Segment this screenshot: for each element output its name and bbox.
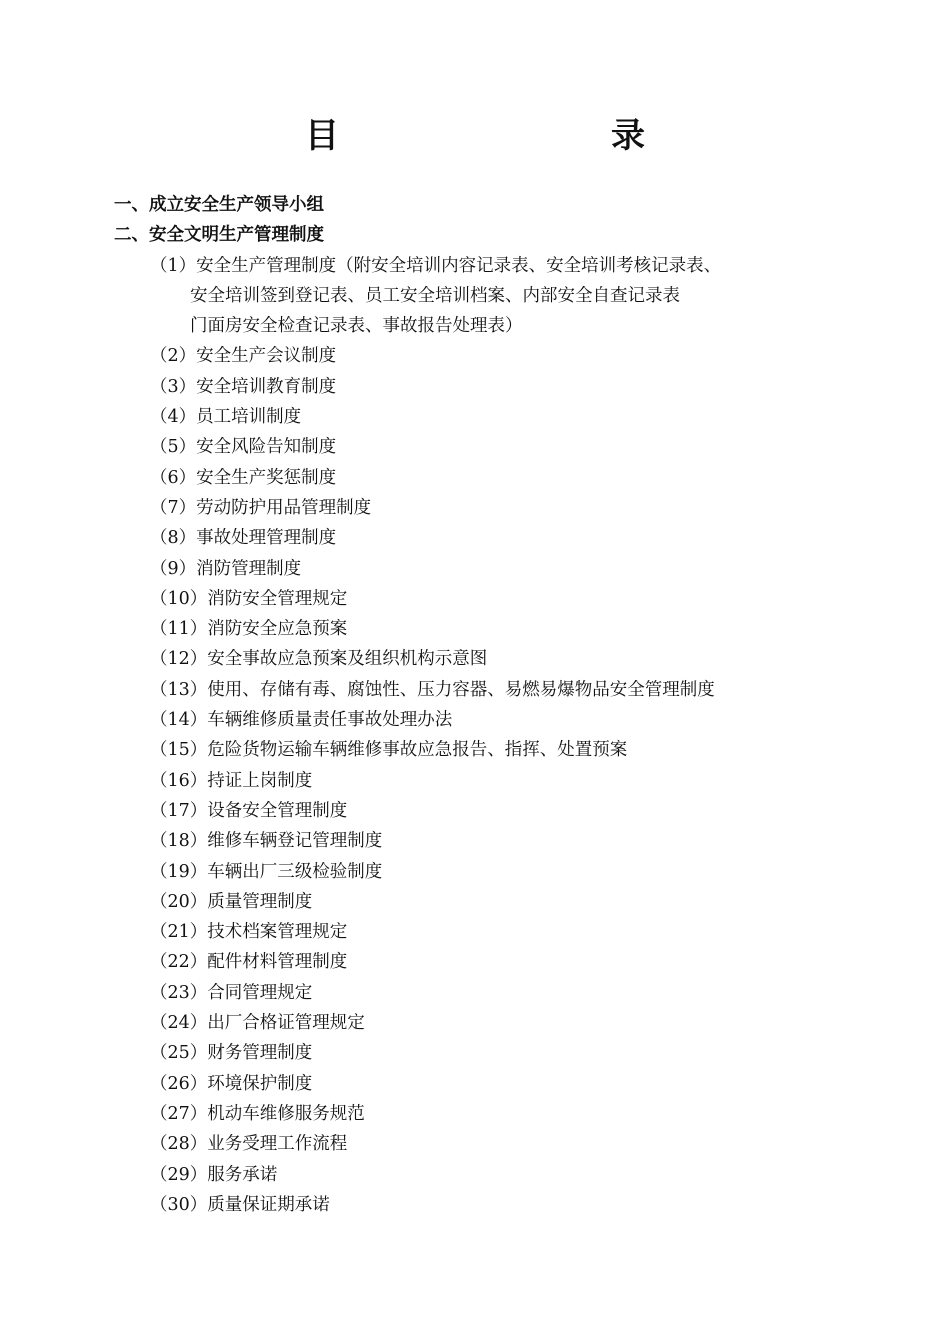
toc-item-21: （21）技术档案管理规定 (150, 922, 348, 943)
toc-item-15: （15）危险货物运输车辆维修事故应急报告、指挥、处置预案 (150, 740, 628, 761)
toc-item-3: （3）安全培训教育制度 (150, 376, 337, 397)
toc-item-9: （9）消防管理制度 (150, 558, 302, 579)
toc-item-8: （8）事故处理管理制度 (150, 528, 337, 549)
toc-item-24: （24）出厂合格证管理规定 (150, 1013, 365, 1034)
toc-item-16: （16）持证上岗制度 (150, 770, 313, 791)
toc-item-2: （2）安全生产会议制度 (150, 346, 337, 367)
toc-item-28: （28）业务受理工作流程 (150, 1134, 348, 1155)
toc-item-30: （30）质量保证期承诺 (150, 1194, 330, 1215)
toc-item-13: （13）使用、存储有毒、腐蚀性、压力容器、易燃易爆物品安全管理制度 (150, 679, 715, 700)
toc-item-26: （26）环境保护制度 (150, 1073, 313, 1094)
toc-item-25: （25）财务管理制度 (150, 1043, 313, 1064)
toc-item-10: （10）消防安全管理规定 (150, 588, 348, 609)
toc-item-12: （12）安全事故应急预案及组织机构示意图 (150, 649, 488, 670)
toc-item-20: （20）质量管理制度 (150, 891, 313, 912)
toc-item-22: （22）配件材料管理制度 (150, 952, 348, 973)
toc-item-1-continued: 门面房安全检查记录表、事故报告处理表） (190, 316, 523, 337)
toc-item-1: （1）安全生产管理制度（附安全培训内容记录表、安全培训考核记录表、 (150, 255, 722, 276)
toc-item-11: （11）消防安全应急预案 (150, 619, 348, 640)
toc-item-5: （5）安全风险告知制度 (150, 437, 337, 458)
toc-item-1-continued: 安全培训签到登记表、员工安全培训档案、内部安全自查记录表 (190, 285, 680, 306)
toc-section-1: 一、成立安全生产领导小组 (114, 195, 324, 215)
toc-item-6: （6）安全生产奖惩制度 (150, 467, 337, 488)
toc-item-17: （17）设备安全管理制度 (150, 800, 348, 821)
table-of-contents (0, 190, 950, 1220)
toc-item-14: （14）车辆维修质量责任事故处理办法 (150, 710, 453, 731)
toc-item-7: （7）劳动防护用品管理制度 (150, 497, 372, 518)
toc-item-27: （27）机动车维修服务规范 (150, 1103, 365, 1124)
toc-item-23: （23）合同管理规定 (150, 982, 313, 1003)
toc-item-19: （19）车辆出厂三级检验制度 (150, 861, 383, 882)
toc-section-2: 二、安全文明生产管理制度 (114, 225, 324, 246)
toc-item-4: （4）员工培训制度 (150, 407, 302, 428)
toc-item-29: （29）服务承诺 (150, 1164, 278, 1185)
page-title: 目 录 (305, 116, 713, 156)
toc-item-18: （18）维修车辆登记管理制度 (150, 831, 383, 852)
